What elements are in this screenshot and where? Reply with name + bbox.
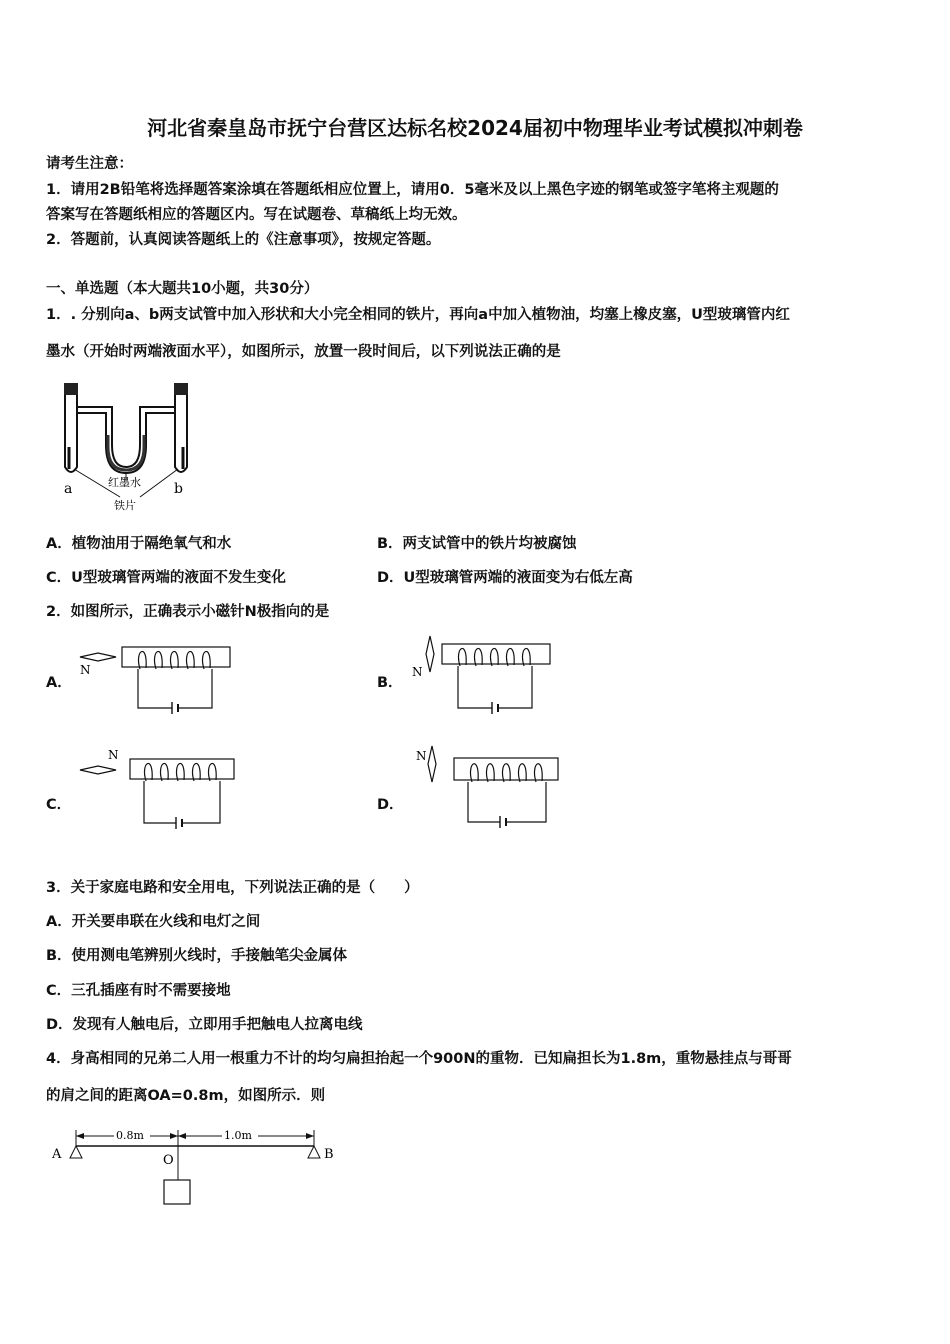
n-pole-label-a: N xyxy=(80,663,91,677)
label-a: a xyxy=(64,481,73,497)
arrow-left-a xyxy=(76,1133,84,1139)
page-title: 河北省秦皇岛市抚宁台营区达标名校2024届初中物理毕业考试模拟冲刺卷 xyxy=(147,116,803,140)
arrow-right-o xyxy=(170,1133,178,1139)
solenoid-coil xyxy=(144,763,216,781)
label-b: B xyxy=(324,1147,334,1162)
q2-stem: 2．如图所示，正确表示小磁针N极指向的是 xyxy=(46,604,330,620)
u-tube-outer xyxy=(77,407,175,467)
q1-option-a: A．植物油用于隔绝氧气和水 xyxy=(46,536,232,552)
q1-stem-line-2: 墨水（开始时两端液面水平），如图所示，放置一段时间后，以下列说法正确的是 xyxy=(46,344,561,360)
notice-item-1-line-1: 1．请用2B铅笔将选择题答案涂填在答题纸相应位置上，请用0．5毫米及以上黑色字迹的钢笔或签字笔将主观题的 xyxy=(46,182,779,198)
q2-figure-b xyxy=(408,632,558,717)
q1-option-c: C．U型玻璃管两端的液面不发生变化 xyxy=(46,570,286,586)
arrow-left-o xyxy=(178,1133,186,1139)
solenoid-coil xyxy=(470,764,542,782)
compass-needle-horizontal xyxy=(80,653,116,661)
test-tube-a xyxy=(65,395,77,472)
notice-item-2: 2．答题前，认真阅读答题纸上的《注意事项》，按规定答题。 xyxy=(46,232,441,248)
q2-figure-c xyxy=(76,745,236,830)
circuit-wire xyxy=(468,782,546,822)
q2-figure-d xyxy=(412,742,562,832)
q3-option-d: D．发现有人触电后，立即用手把触电人拉离电线 xyxy=(46,1017,363,1033)
n-pole-label-d: N xyxy=(416,749,427,763)
q3-option-a: A．开关要串联在火线和电灯之间 xyxy=(46,914,261,930)
label-dist-oa: 0.8m xyxy=(116,1129,144,1142)
q1-test-tube-figure xyxy=(50,375,220,515)
q4-shoulder-pole-figure xyxy=(46,1122,346,1212)
q2-figure-a xyxy=(76,640,236,715)
q1-option-b: B．两支试管中的铁片均被腐蚀 xyxy=(377,536,577,552)
label-a: A xyxy=(52,1147,62,1162)
label-iron: 铁片 xyxy=(114,499,136,512)
label-o: O xyxy=(163,1153,174,1168)
circuit-wire xyxy=(138,669,212,708)
n-pole-label-c: N xyxy=(108,748,119,762)
compass-needle-vertical xyxy=(428,746,436,782)
n-pole-label-b: N xyxy=(412,665,423,679)
q2-option-a-label: A． xyxy=(46,675,72,691)
q3-stem: 3．关于家庭电路和安全用电，下列说法正确的是（ ） xyxy=(46,880,419,896)
support-a xyxy=(70,1146,82,1158)
circuit-wire xyxy=(144,781,220,823)
left-stopper xyxy=(64,383,78,395)
label-dist-ob: 1.0m xyxy=(224,1129,252,1142)
weight-box xyxy=(164,1180,190,1204)
q2-option-c-label: C． xyxy=(46,797,72,813)
iron-pointer-right xyxy=(140,469,178,497)
q4-stem-line-2: 的肩之间的距离OA=0.8m，如图所示．则 xyxy=(46,1088,326,1104)
q1-stem-line-1: 1．. 分别向a、b两支试管中加入形状和大小完全相同的铁片，再向a中加入植物油，均塞上橡皮塞，U型玻璃管内红 xyxy=(46,307,790,323)
q2-option-b-label: B． xyxy=(377,675,403,691)
q2-option-d-label: D． xyxy=(377,797,404,813)
arrow-right-b xyxy=(306,1133,314,1139)
test-tube-b xyxy=(175,395,187,472)
support-b xyxy=(308,1146,320,1158)
notice-heading: 请考生注意： xyxy=(46,156,133,172)
q4-stem-line-1: 4．身高相同的兄弟二人用一根重力不计的均匀扁担抬起一个900N的重物．已知扁担长为1.8m，重物悬挂点与哥哥 xyxy=(46,1051,792,1067)
u-tube-inner xyxy=(77,413,175,473)
solenoid-coil xyxy=(138,651,210,669)
notice-item-1-line-2: 答案写在答题纸相应的答题区内。写在试题卷、草稿纸上均无效。 xyxy=(46,207,467,223)
label-red-ink: 红墨水 xyxy=(108,476,141,489)
compass-needle-horizontal xyxy=(80,766,116,774)
q3-option-c: C．三孔插座有时不需要接地 xyxy=(46,983,231,999)
q3-option-b: B．使用测电笔辨别火线时，手接触笔尖金属体 xyxy=(46,948,348,964)
right-stopper xyxy=(174,383,188,395)
compass-needle-vertical xyxy=(426,636,434,672)
section-1-heading: 一、单选题（本大题共10小题，共30分） xyxy=(46,281,319,297)
circuit-wire xyxy=(458,666,532,708)
q1-option-d: D．U型玻璃管两端的液面变为右低左高 xyxy=(377,570,633,586)
label-b: b xyxy=(174,481,183,497)
solenoid-core xyxy=(130,759,234,779)
solenoid-coil xyxy=(458,648,530,666)
